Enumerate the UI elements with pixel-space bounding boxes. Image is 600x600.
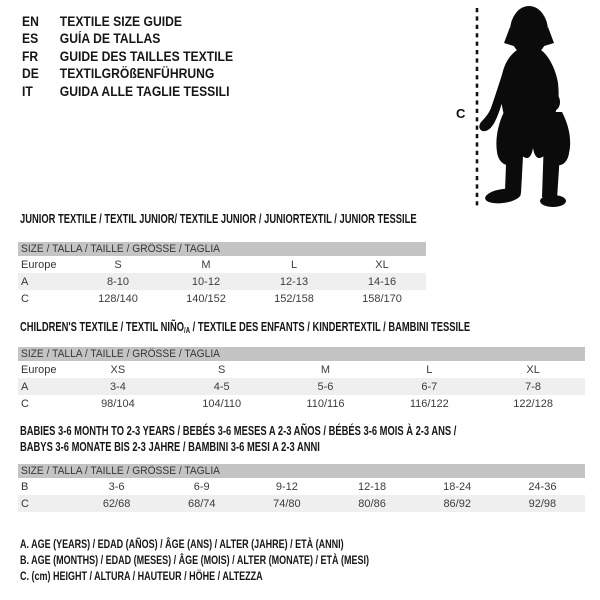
value-cell: XL [375,258,389,271]
value-cell: 6-7 [377,378,481,395]
value-cell: 104/110 [202,397,242,410]
lang-code: FR [22,48,39,64]
value-cell: XS [110,363,126,376]
table-row [18,256,426,273]
value-cell: 12-18 [357,480,387,493]
measurement-legend [20,536,485,585]
value-cell: 24-36 [528,480,557,493]
value-cell: 9-12 [275,480,298,493]
value-cell: 12-13 [250,273,338,290]
lang-label: TEXTILE SIZE GUIDE [59,14,182,29]
legend-line-c: C. (cm) HEIGHT / ALTURA / HAUTEUR / HÖHE / ALTEZZA [20,569,263,584]
junior-size-table [18,242,426,307]
height-measure-label: C [456,106,466,121]
value-cell: 4-5 [170,378,274,395]
value-cell: XL [526,363,540,376]
size-header-text: SIZE / TALLA / TAILLE / GRÖSSE / TAGLIA [21,465,221,477]
value-cell: 92/98 [500,495,585,512]
baby-figure [450,0,600,215]
value-cell: 122/128 [513,397,553,410]
row-label-cell: Europe [21,258,57,271]
value-cell: L [426,363,433,376]
value-cell: 152/158 [274,292,314,305]
lang-row-it [22,83,233,100]
size-header-text: SIZE / TALLA / TAILLE / GRÖSSE / TAGLIA [21,348,221,360]
value-cell: 98/104 [101,397,135,410]
junior-section-title: JUNIOR TEXTILE / TEXTIL JUNIOR/ TEXTILE JUNIOR / JUNIORTEXTIL / JUNIOR TESSILE [20,212,417,226]
value-cell: 128/140 [98,292,138,305]
children-title-prefix: CHILDREN'S TEXTILE / TEXTIL NIÑO [20,320,185,334]
language-title-list [22,13,257,100]
value-cell: 5-6 [274,378,378,395]
value-cell: M [201,258,211,271]
babies-title-line1: BABIES 3-6 MONTH TO 2-3 YEARS / BEBÉS 3-6 MESES A 2-3 AÑOS / BÉBÉS 3-6 MOIS À 2-3 ANS / [20,424,457,438]
value-cell: 158/170 [362,292,402,305]
children-size-table [18,347,585,412]
value-cell: 7-8 [481,378,585,395]
table-row [18,361,585,378]
babies-title-line2: BABYS 3-6 MONATE BIS 2-3 JAHRE / BAMBINI 3-6 MESI A 2-3 ANNI [20,439,320,454]
table-row [18,395,585,412]
babies-size-table [18,464,585,512]
row-label-cell: A [18,378,66,395]
baby-silhouette [479,6,570,207]
lang-code: DE [22,66,39,82]
lang-code: EN [22,14,39,29]
value-cell: 116/122 [409,397,449,410]
table-row [18,273,426,290]
table-row [18,478,585,495]
lang-row-fr [22,48,233,65]
value-cell: 10-12 [162,273,250,290]
table-row [18,495,585,512]
lang-label: GUIDA ALLE TAGLIE TESSILI [59,83,230,99]
row-label-cell: A [18,273,74,290]
table-row [18,378,585,395]
value-cell: 86/92 [415,495,500,512]
value-cell: 80/86 [329,495,414,512]
value-cell: 3-4 [66,378,170,395]
value-cell: 3-6 [108,480,125,493]
row-label-cell: C [21,292,29,305]
value-cell: 14-16 [338,273,426,290]
lang-label: GUIDE DES TAILLES TEXTILE [59,48,234,64]
row-label-cell: C [21,397,29,410]
value-cell: S [218,363,226,376]
value-cell: L [290,258,298,271]
value-cell: 18-24 [443,480,472,493]
table-row [18,290,426,307]
babies-section-title [20,424,456,455]
legend-line-b: B. AGE (MONTHS) / EDAD (MESES) / ÂGE (MOIS) / ALTER (MONATE) / ETÀ (MESI) [20,553,369,568]
lang-label: GUÍA DE TALLAS [59,31,161,47]
lang-row-en [22,13,233,30]
children-title-subscript: /A [184,326,191,335]
value-cell: 110/116 [306,397,345,410]
lang-code: ES [22,31,39,47]
value-cell: 74/80 [244,495,329,512]
baby-silhouette-graphic [450,0,600,215]
lang-row-es [22,30,233,47]
value-cell: 140/152 [186,292,226,305]
row-label-cell: Europe [21,363,57,376]
value-cell: M [320,363,331,376]
value-cell: 68/74 [159,495,244,512]
row-label-cell: B [21,480,29,493]
size-header-text: SIZE / TALLA / TAILLE / GRÖSSE / TAGLIA [21,243,221,255]
lang-code: IT [22,83,33,99]
value-cell: 62/68 [74,495,159,512]
value-cell: 6-9 [193,480,210,493]
value-cell: S [114,258,122,271]
row-label-cell: C [18,495,74,512]
value-cell: 8-10 [74,273,162,290]
size-header-bar [18,464,585,478]
legend-line-a: A. AGE (YEARS) / EDAD (AÑOS) / ÂGE (ANS) / ALTER (JAHRE) / ETÀ (ANNI) [20,537,344,551]
size-header-bar [18,347,585,361]
children-title-suffix: / TEXTILE DES ENFANTS / KINDERTEXTIL / BAMBINI TESSILE [190,320,471,334]
children-section-title [20,320,470,337]
lang-row-de [22,65,233,82]
size-header-bar [18,242,426,256]
lang-label: TEXTILGRÖßENFÜHRUNG [59,66,215,82]
